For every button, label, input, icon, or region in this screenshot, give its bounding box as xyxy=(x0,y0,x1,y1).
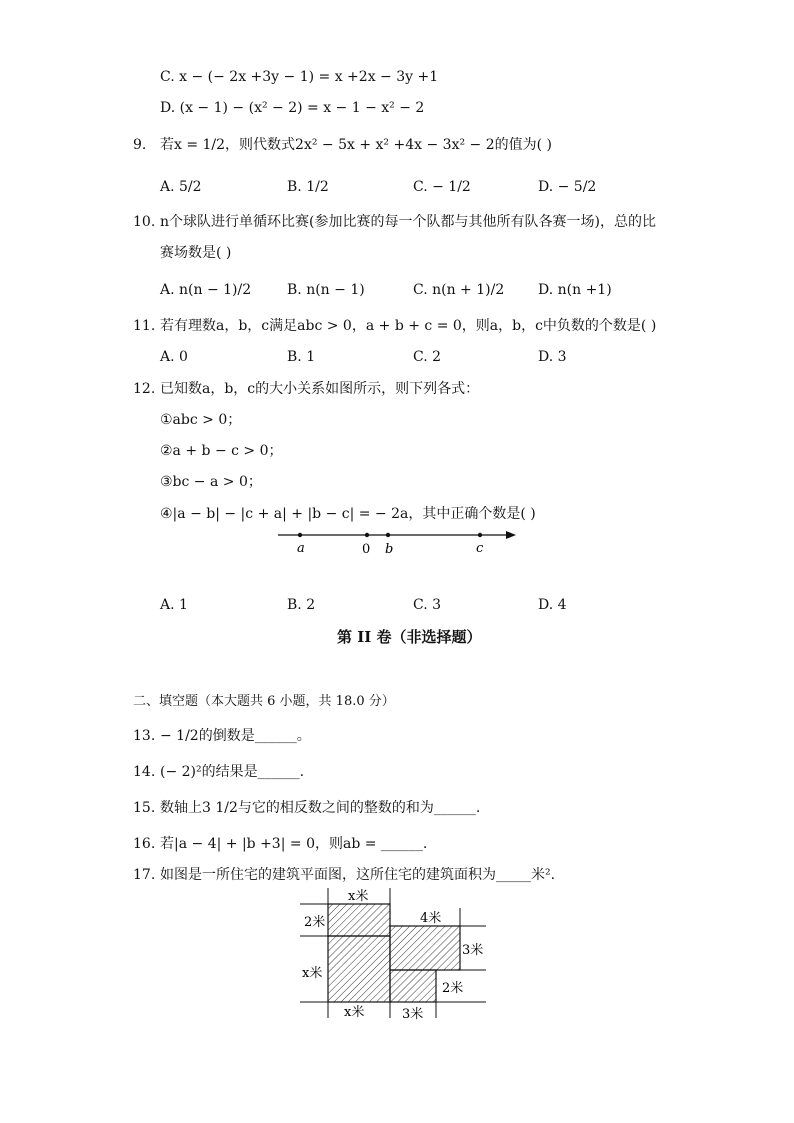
q11-stem: 若有理数a，b，c满足abc > 0，a + b + c = 0，则a，b，c中负数的个数是( ) xyxy=(160,318,657,334)
label-bottom-left: x米 xyxy=(344,1005,365,1020)
label-mid-top: 4米 xyxy=(420,911,442,926)
point-zero xyxy=(365,533,369,537)
label-left-top: 2米 xyxy=(304,915,326,930)
room-right-upper xyxy=(390,926,460,970)
q12-item-1: ①abc > 0； xyxy=(160,412,242,428)
q10-number: 10. xyxy=(133,214,156,230)
q8-option-d: D. (x − 1) − (x² − 2) = x − 1 − x² − 2 xyxy=(160,100,425,116)
q9-option-c: C. − 1/2 xyxy=(413,179,471,195)
axis-arrow-icon xyxy=(506,531,516,539)
q9-number: 9. xyxy=(133,137,147,153)
q12-number-line xyxy=(270,524,530,564)
q11-option-c: C. 2 xyxy=(413,349,442,365)
q10-option-b: B. n(n − 1) xyxy=(287,282,365,298)
q14-text: (− 2)²的结果是______. xyxy=(160,764,305,780)
label-c: c xyxy=(476,541,484,556)
q10-option-d: D. n(n +1) xyxy=(538,282,612,298)
label-bottom-mid: 3米 xyxy=(402,1007,424,1022)
q9-stem: 若x = 1/2，则代数式2x² − 5x + x² +4x − 3x² − 2的值为( ) xyxy=(160,137,552,153)
q12-stem: 已知数a，b，c的大小关系如图所示，则下列各式： xyxy=(160,381,480,397)
q10-stem-line1: n个球队进行单循环比赛(参加比赛的每一个队都与其他所有队各赛一场)，总的比 xyxy=(160,214,656,230)
label-a: a xyxy=(297,541,305,556)
q11-number: 11. xyxy=(133,318,156,334)
label-right-low: 2米 xyxy=(442,981,464,996)
q14-number: 14. xyxy=(133,764,156,780)
q12-option-b: B. 2 xyxy=(287,597,316,613)
part2-title: 第 II 卷（非选择题） xyxy=(337,628,482,646)
label-left-mid: x米 xyxy=(302,966,323,981)
q17-number: 17. xyxy=(133,867,156,883)
q12-item-2: ②a + b − c > 0； xyxy=(160,443,283,459)
q10-option-a: A. n(n − 1)/2 xyxy=(160,282,252,298)
q11-option-b: B. 1 xyxy=(287,349,316,365)
q17-floor-plan xyxy=(296,884,496,1024)
q11-option-a: A. 0 xyxy=(160,349,188,365)
q9-option-a: A. 5/2 xyxy=(160,179,202,195)
q15-text: 数轴上3 1/2与它的相反数之间的整数的和为______. xyxy=(160,800,481,816)
q17-text: 如图是一所住宅的建筑平面图，这所住宅的建筑面积为_____米². xyxy=(160,867,556,883)
point-c xyxy=(478,533,482,537)
q12-item-4: ④|a − b| − |c + a| + |b − c| = − 2a，其中正确个数是( ) xyxy=(160,506,536,522)
room-top-left xyxy=(328,904,390,936)
q11-option-d: D. 3 xyxy=(538,349,567,365)
point-a xyxy=(298,533,302,537)
q12-option-c: C. 3 xyxy=(413,597,442,613)
point-b xyxy=(386,533,390,537)
label-right-mid: 3米 xyxy=(462,943,484,958)
q12-item-3: ③bc − a > 0； xyxy=(160,474,262,490)
q13-text: − 1/2的倒数是______。 xyxy=(160,728,311,744)
section2-heading: 二、填空题（本大题共 6 小题，共 18.0 分） xyxy=(133,694,395,709)
q13-number: 13. xyxy=(133,728,156,744)
q10-option-c: C. n(n + 1)/2 xyxy=(413,282,505,298)
q9-option-d: D. − 5/2 xyxy=(538,179,597,195)
q12-option-d: D. 4 xyxy=(538,597,567,613)
q16-number: 16. xyxy=(133,836,156,852)
room-right-lower xyxy=(390,970,436,1002)
label-zero: 0 xyxy=(362,542,371,557)
q9-option-b: B. 1/2 xyxy=(287,179,329,195)
q15-number: 15. xyxy=(133,800,156,816)
q12-option-a: A. 1 xyxy=(160,597,188,613)
room-bottom-left xyxy=(328,936,390,1002)
q8-option-c: C. x − (− 2x +3y − 1) = x +2x − 3y +1 xyxy=(160,69,439,85)
label-top: x米 xyxy=(348,889,369,904)
q12-number: 12. xyxy=(133,381,156,397)
label-b: b xyxy=(385,542,394,557)
q16-text: 若|a − 4| + |b +3| = 0，则ab = ______. xyxy=(160,836,428,852)
q10-stem-line2: 赛场数是( ) xyxy=(160,245,232,261)
